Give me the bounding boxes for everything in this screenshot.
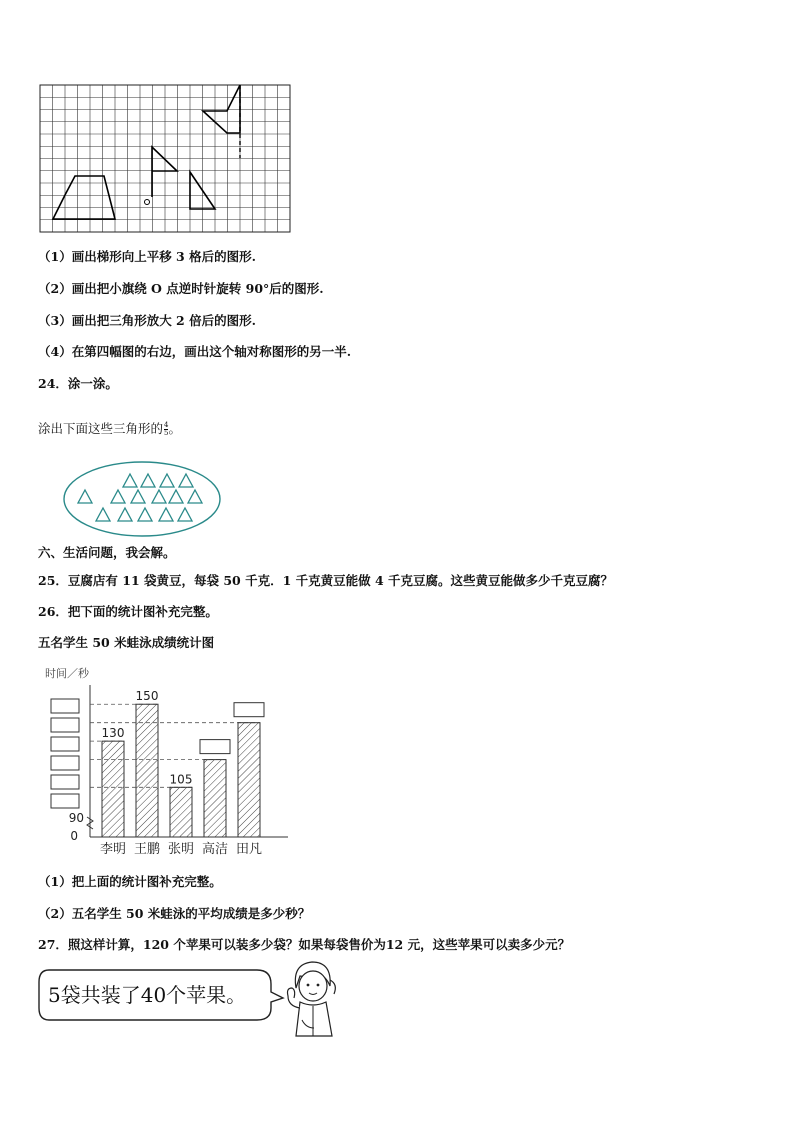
triangle-item[interactable] xyxy=(159,508,173,521)
q25-text: 25．豆腐店有 11 袋黄豆，每袋 50 千克．1 千克黄豆能做 4 千克豆腐。这些黄豆能做多少千克豆腐？ xyxy=(38,573,614,588)
y-axis-answer-box[interactable] xyxy=(51,718,79,732)
speech-text: 5袋共装了40个苹果。 xyxy=(48,983,247,1007)
grid-figure xyxy=(40,85,292,233)
point-o xyxy=(145,200,150,205)
y-tick-label: 0 xyxy=(70,829,78,843)
bar-value-label: 105 xyxy=(169,772,193,787)
triangle-item[interactable] xyxy=(118,508,132,521)
triangle-ellipse[interactable] xyxy=(63,460,223,540)
x-category-label: 田凡 xyxy=(235,842,263,857)
triangle-item[interactable] xyxy=(111,490,125,503)
bar xyxy=(102,741,124,837)
q26-sub2: （2）五名学生 50 米蛙泳的平均成绩是多少秒？ xyxy=(38,906,311,921)
q27-text: 27．照这样计算，120 个苹果可以装多少袋？如果每袋售价为12 元，这些苹果可以卖多少元？ xyxy=(38,937,571,952)
bar-chart xyxy=(40,665,330,860)
q23-item-1: （1）画出梯形向上平移 3 格后的图形. xyxy=(38,249,256,264)
y-axis-answer-box[interactable] xyxy=(51,775,79,789)
q23-item-4: （4）在第四幅图的右边，画出这个轴对称图形的另一半. xyxy=(38,344,352,359)
flag-shape xyxy=(152,147,177,197)
x-category-label: 王鹏 xyxy=(133,842,161,857)
bar-answer-box[interactable] xyxy=(234,703,264,717)
q24-heading: 24．涂一涂。 xyxy=(38,376,118,391)
triangle-item[interactable] xyxy=(141,474,155,487)
y-axis-answer-box[interactable] xyxy=(51,737,79,751)
x-category-label: 李明 xyxy=(99,842,127,857)
bar xyxy=(136,704,158,837)
fraction-denominator: 5 xyxy=(164,429,169,437)
triangle-item[interactable] xyxy=(138,508,152,521)
q23-item-3: （3）画出把三角形放大 2 倍后的图形. xyxy=(38,313,256,328)
q24-instruction-end: 。 xyxy=(168,421,181,436)
bar-value-label: 130 xyxy=(101,726,125,741)
triangle-item[interactable] xyxy=(123,474,137,487)
y-axis-answer-box[interactable] xyxy=(51,794,79,808)
triangle-item[interactable] xyxy=(152,490,166,503)
trapezoid-shape xyxy=(53,176,115,219)
bar xyxy=(204,760,226,837)
triangle-item[interactable] xyxy=(160,474,174,487)
y-axis-label: 时间／秒 xyxy=(45,667,89,680)
bar xyxy=(170,787,192,837)
q24-instruction-text: 涂出下面这些三角形的 xyxy=(38,421,164,436)
triangle-item[interactable] xyxy=(179,474,193,487)
triangle-item[interactable] xyxy=(78,490,92,503)
section6-heading: 六、生活问题，我会解。 xyxy=(38,545,176,560)
bar-answer-box[interactable] xyxy=(200,740,230,754)
q23-item-2: （2）画出把小旗绕 O 点逆时针旋转 90°后的图形. xyxy=(38,281,324,296)
triangle-item[interactable] xyxy=(169,490,183,503)
triangle-item[interactable] xyxy=(96,508,110,521)
y-axis-answer-box[interactable] xyxy=(51,756,79,770)
girl-illustration xyxy=(282,958,344,1038)
half-symmetric-shape xyxy=(203,85,240,133)
y-tick-label: 90 xyxy=(68,811,84,825)
y-axis-answer-box[interactable] xyxy=(51,699,79,713)
bar-value-label: 150 xyxy=(135,689,159,704)
bar xyxy=(238,723,260,837)
q24-instruction xyxy=(38,421,181,437)
triangle-item[interactable] xyxy=(178,508,192,521)
x-category-label: 张明 xyxy=(167,842,195,857)
q26-sub1: （1）把上面的统计图补充完整。 xyxy=(38,874,222,889)
triangle-item[interactable] xyxy=(188,490,202,503)
triangle-item[interactable] xyxy=(131,490,145,503)
axis-break xyxy=(87,817,93,829)
x-category-label: 高洁 xyxy=(201,842,229,857)
chart-title: 五名学生 50 米蛙泳成绩统计图 xyxy=(38,635,215,650)
q26-heading: 26．把下面的统计图补充完整。 xyxy=(38,604,218,619)
fraction-numerator: 4 xyxy=(164,421,169,429)
